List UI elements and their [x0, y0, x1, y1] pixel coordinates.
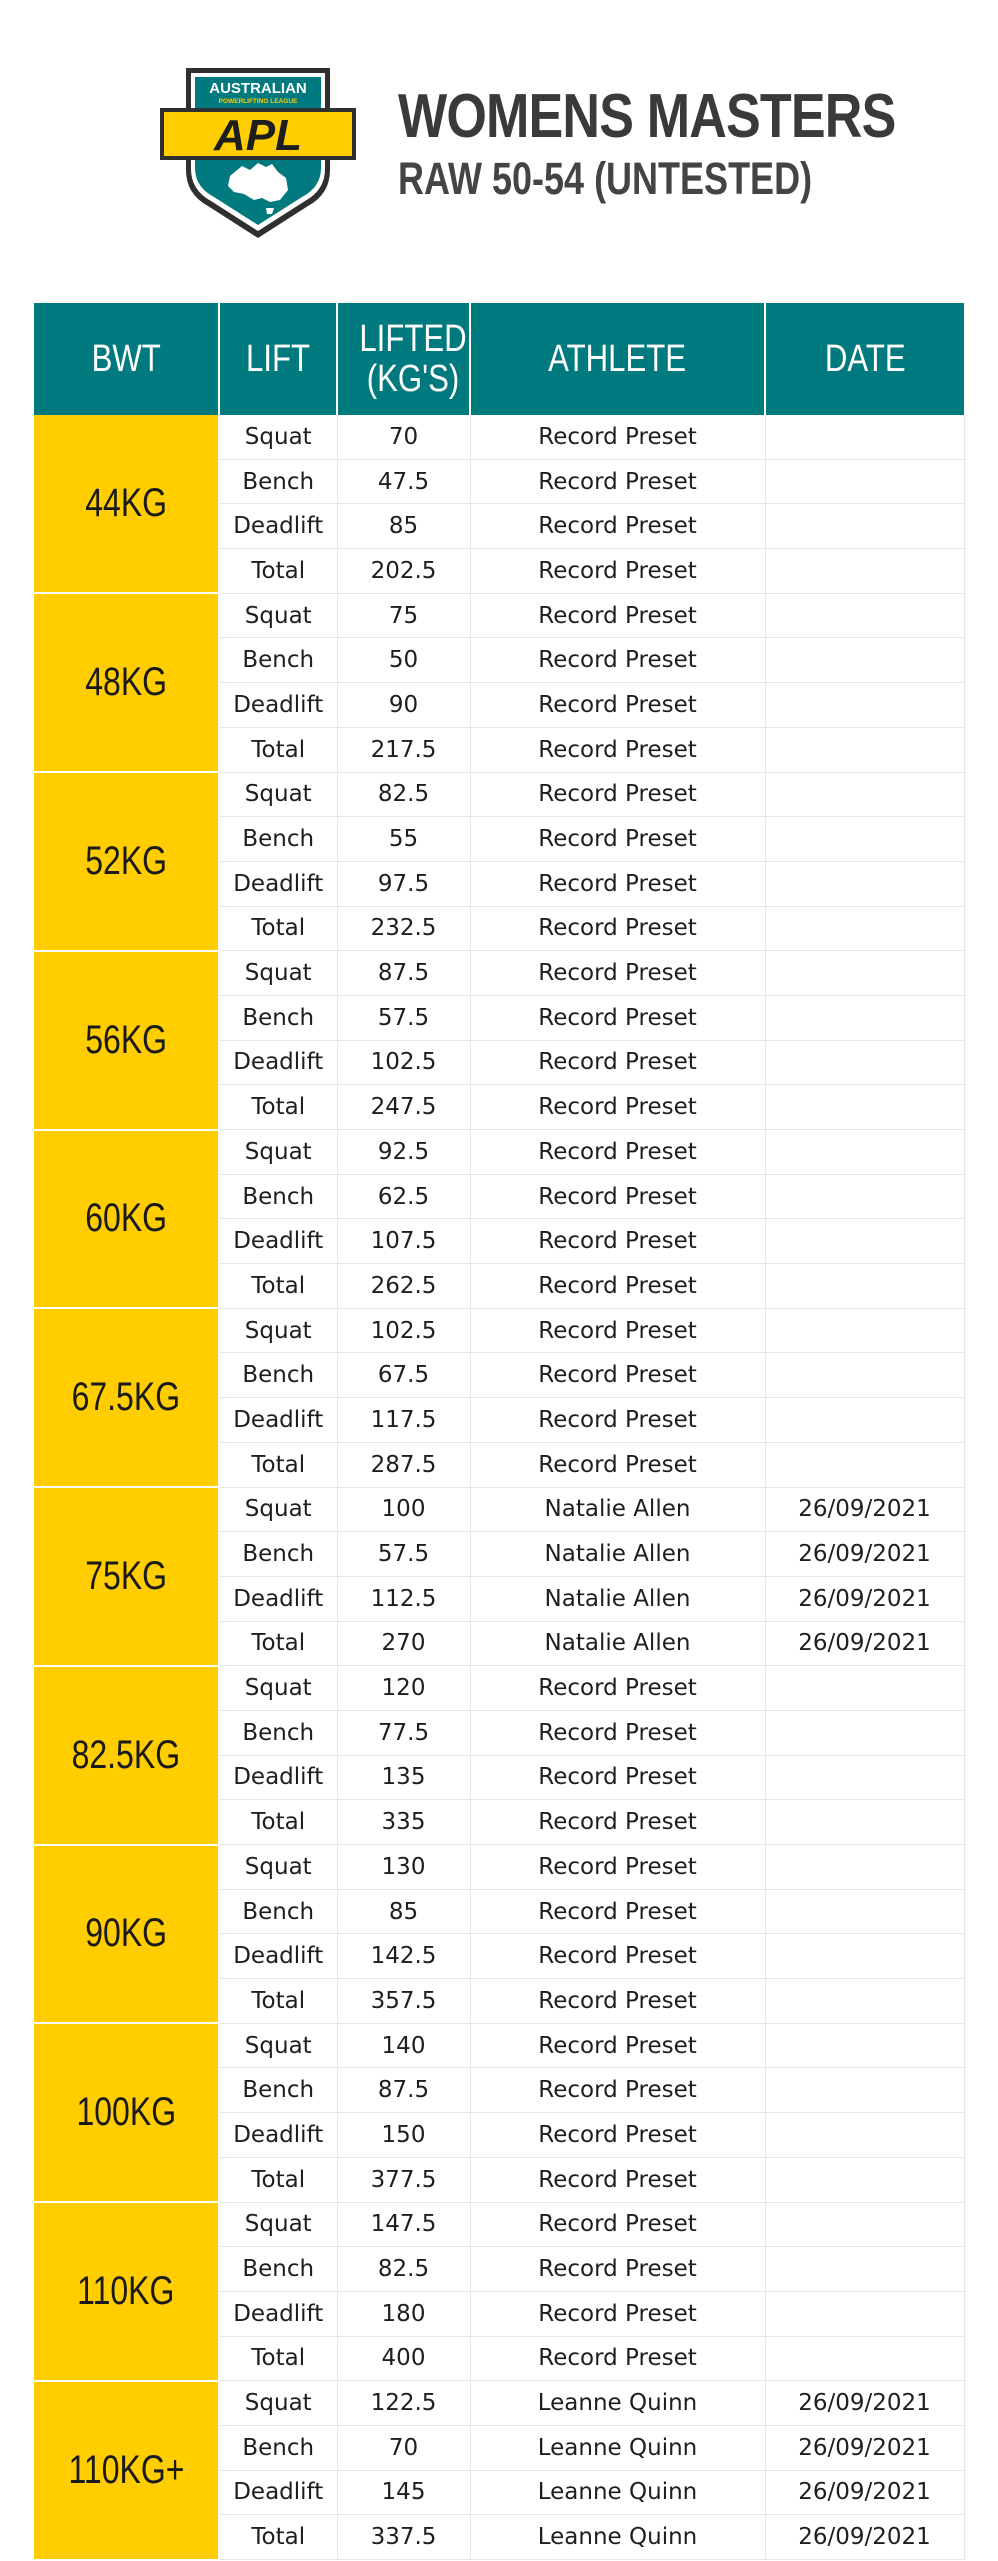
lifted-kg-cell: 337.5: [337, 2515, 470, 2560]
lift-cell: Total: [219, 2336, 337, 2381]
athlete-cell: Record Preset: [470, 861, 765, 906]
athlete-cell: Record Preset: [470, 2023, 765, 2068]
athlete-cell: Record Preset: [470, 1308, 765, 1353]
date-cell: [765, 1979, 964, 2024]
athlete-cell: Leanne Quinn: [470, 2381, 765, 2426]
weight-class-cell: 52KG: [34, 772, 219, 951]
lift-cell: Bench: [219, 2068, 337, 2113]
athlete-cell: Record Preset: [470, 1442, 765, 1487]
lift-cell: Squat: [219, 951, 337, 996]
records-body: [34, 415, 964, 2560]
lifted-kg-cell: 357.5: [337, 1979, 470, 2024]
lift-cell: Total: [219, 2157, 337, 2202]
date-cell: [765, 995, 964, 1040]
athlete-cell: Record Preset: [470, 1040, 765, 1085]
lifted-kg-cell: 270: [337, 1621, 470, 1666]
athlete-cell: Natalie Allen: [470, 1621, 765, 1666]
lift-cell: Bench: [219, 1710, 337, 1755]
lift-cell: Total: [219, 1621, 337, 1666]
lift-cell: Bench: [219, 638, 337, 683]
athlete-cell: Record Preset: [470, 1755, 765, 1800]
table-row: [34, 1487, 964, 1532]
lift-cell: Total: [219, 1800, 337, 1845]
athlete-cell: Record Preset: [470, 1264, 765, 1309]
logo-sub-text: POWERLIFTING LEAGUE: [218, 98, 298, 105]
athlete-cell: Record Preset: [470, 906, 765, 951]
table-row: [34, 2381, 964, 2426]
lift-cell: Squat: [219, 415, 337, 459]
date-cell: [765, 2157, 964, 2202]
lifted-kg-cell: 202.5: [337, 549, 470, 594]
lifted-kg-cell: 102.5: [337, 1308, 470, 1353]
date-cell: [765, 1934, 964, 1979]
athlete-cell: Record Preset: [470, 504, 765, 549]
date-cell: [765, 683, 964, 728]
date-cell: [765, 861, 964, 906]
lifted-kg-cell: 85: [337, 1889, 470, 1934]
date-cell: 26/09/2021: [765, 1532, 964, 1577]
athlete-cell: Record Preset: [470, 727, 765, 772]
lift-cell: Squat: [219, 2202, 337, 2247]
lift-cell: Deadlift: [219, 1219, 337, 1264]
records-table: [34, 303, 965, 2561]
page-subtitle: RAW 50-54 (UNTESTED): [398, 153, 813, 204]
column-header-bwt: BWT: [34, 303, 219, 415]
athlete-cell: Natalie Allen: [470, 1576, 765, 1621]
athlete-cell: Record Preset: [470, 772, 765, 817]
date-cell: [765, 1889, 964, 1934]
athlete-cell: Record Preset: [470, 1219, 765, 1264]
lifted-kg-cell: 377.5: [337, 2157, 470, 2202]
date-cell: [765, 1130, 964, 1175]
weight-class-cell: 67.5KG: [34, 1308, 219, 1487]
lifted-kg-cell: 57.5: [337, 995, 470, 1040]
athlete-cell: Record Preset: [470, 951, 765, 996]
lifted-kg-cell: 130: [337, 1845, 470, 1890]
date-cell: [765, 1800, 964, 1845]
athlete-cell: Record Preset: [470, 593, 765, 638]
date-cell: [765, 727, 964, 772]
weight-class-cell: 56KG: [34, 951, 219, 1130]
lift-cell: Total: [219, 1264, 337, 1309]
lift-cell: Total: [219, 1442, 337, 1487]
date-cell: [765, 2202, 964, 2247]
athlete-cell: Record Preset: [470, 817, 765, 862]
lifted-kg-cell: 145: [337, 2470, 470, 2515]
lift-cell: Deadlift: [219, 861, 337, 906]
date-cell: [765, 1710, 964, 1755]
weight-class-cell: 44KG: [34, 415, 219, 593]
column-header-athlete: ATHLETE: [470, 303, 765, 415]
date-cell: [765, 549, 964, 594]
date-cell: [765, 1264, 964, 1309]
lifted-kg-cell: 47.5: [337, 459, 470, 504]
athlete-cell: Record Preset: [470, 1353, 765, 1398]
lifted-kg-cell: 232.5: [337, 906, 470, 951]
lifted-kg-cell: 97.5: [337, 861, 470, 906]
lifted-kg-cell: 62.5: [337, 1174, 470, 1219]
date-cell: [765, 2113, 964, 2158]
weight-class-cell: 48KG: [34, 593, 219, 772]
lifted-kg-cell: 117.5: [337, 1398, 470, 1443]
lift-cell: Squat: [219, 593, 337, 638]
lift-cell: Total: [219, 1085, 337, 1130]
athlete-cell: Leanne Quinn: [470, 2470, 765, 2515]
weight-class-cell: 90KG: [34, 1845, 219, 2024]
athlete-cell: Record Preset: [470, 1934, 765, 1979]
lifted-kg-cell: 82.5: [337, 772, 470, 817]
athlete-cell: Record Preset: [470, 2202, 765, 2247]
table-row: [34, 951, 964, 996]
lift-cell: Squat: [219, 1130, 337, 1175]
lifted-kg-cell: 147.5: [337, 2202, 470, 2247]
table-row: [34, 1666, 964, 1711]
lift-cell: Bench: [219, 817, 337, 862]
date-cell: [765, 593, 964, 638]
title-block: [398, 82, 990, 206]
athlete-cell: Record Preset: [470, 1666, 765, 1711]
table-row: [34, 772, 964, 817]
lift-cell: Deadlift: [219, 683, 337, 728]
date-cell: [765, 1353, 964, 1398]
date-cell: [765, 1398, 964, 1443]
lifted-kg-cell: 77.5: [337, 1710, 470, 1755]
lift-cell: Deadlift: [219, 1040, 337, 1085]
weight-class-cell: 82.5KG: [34, 1666, 219, 1845]
lift-cell: Total: [219, 906, 337, 951]
date-cell: [765, 2068, 964, 2113]
lift-cell: Squat: [219, 772, 337, 817]
athlete-cell: Record Preset: [470, 1130, 765, 1175]
lift-cell: Squat: [219, 1487, 337, 1532]
lift-cell: Squat: [219, 2381, 337, 2426]
date-cell: [765, 2291, 964, 2336]
lift-cell: Total: [219, 2515, 337, 2560]
athlete-cell: Record Preset: [470, 1845, 765, 1890]
lift-cell: Deadlift: [219, 2113, 337, 2158]
lift-cell: Bench: [219, 2425, 337, 2470]
lifted-kg-cell: 135: [337, 1755, 470, 1800]
lifted-kg-cell: 82.5: [337, 2247, 470, 2292]
column-header-date: DATE: [765, 303, 964, 415]
athlete-cell: Record Preset: [470, 2113, 765, 2158]
weight-class-cell: 100KG: [34, 2023, 219, 2202]
athlete-cell: Record Preset: [470, 995, 765, 1040]
table-row: [34, 415, 964, 459]
lift-cell: Total: [219, 727, 337, 772]
table-row: [34, 1308, 964, 1353]
lifted-kg-cell: 140: [337, 2023, 470, 2068]
date-cell: [765, 2336, 964, 2381]
date-cell: [765, 1845, 964, 1890]
lifted-kg-cell: 102.5: [337, 1040, 470, 1085]
lifted-kg-cell: 55: [337, 817, 470, 862]
lift-cell: Total: [219, 1979, 337, 2024]
lift-cell: Deadlift: [219, 1755, 337, 1800]
lift-cell: Bench: [219, 1889, 337, 1934]
athlete-cell: Record Preset: [470, 1174, 765, 1219]
athlete-cell: Record Preset: [470, 1398, 765, 1443]
athlete-cell: Record Preset: [470, 2247, 765, 2292]
date-cell: [765, 504, 964, 549]
lifted-kg-cell: 57.5: [337, 1532, 470, 1577]
lifted-kg-cell: 85: [337, 504, 470, 549]
lifted-kg-cell: 87.5: [337, 951, 470, 996]
date-cell: [765, 906, 964, 951]
lift-cell: Squat: [219, 1845, 337, 1890]
lift-cell: Squat: [219, 2023, 337, 2068]
lift-cell: Squat: [219, 1308, 337, 1353]
logo-top-text: AUSTRALIAN: [209, 80, 307, 97]
lifted-kg-cell: 262.5: [337, 1264, 470, 1309]
lifted-kg-cell: 70: [337, 2425, 470, 2470]
athlete-cell: Natalie Allen: [470, 1487, 765, 1532]
date-cell: [765, 817, 964, 862]
date-cell: [765, 1308, 964, 1353]
date-cell: 26/09/2021: [765, 2425, 964, 2470]
date-cell: [765, 1174, 964, 1219]
column-header-lift: LIFT: [219, 303, 337, 415]
lift-cell: Bench: [219, 459, 337, 504]
date-cell: 26/09/2021: [765, 1621, 964, 1666]
date-cell: 26/09/2021: [765, 2515, 964, 2560]
lifted-kg-cell: 120: [337, 1666, 470, 1711]
lifted-kg-cell: 92.5: [337, 1130, 470, 1175]
table-row: [34, 1130, 964, 1175]
athlete-cell: Record Preset: [470, 1889, 765, 1934]
date-cell: [765, 1442, 964, 1487]
date-cell: [765, 1666, 964, 1711]
table-row: [34, 2202, 964, 2247]
lifted-kg-cell: 180: [337, 2291, 470, 2336]
lift-cell: Squat: [219, 1666, 337, 1711]
athlete-cell: Record Preset: [470, 2068, 765, 2113]
athlete-cell: Record Preset: [470, 415, 765, 459]
athlete-cell: Record Preset: [470, 459, 765, 504]
athlete-cell: Natalie Allen: [470, 1532, 765, 1577]
lift-cell: Total: [219, 549, 337, 594]
athlete-cell: Record Preset: [470, 1085, 765, 1130]
date-cell: [765, 2247, 964, 2292]
weight-class-cell: 110KG+: [34, 2381, 219, 2560]
athlete-cell: Record Preset: [470, 1800, 765, 1845]
lifted-kg-cell: 87.5: [337, 2068, 470, 2113]
lifted-kg-cell: 112.5: [337, 1576, 470, 1621]
weight-class-cell: 60KG: [34, 1130, 219, 1309]
lifted-kg-cell: 247.5: [337, 1085, 470, 1130]
lift-cell: Deadlift: [219, 1398, 337, 1443]
lifted-kg-cell: 67.5: [337, 1353, 470, 1398]
athlete-cell: Record Preset: [470, 2291, 765, 2336]
table-row: [34, 2023, 964, 2068]
athlete-cell: Record Preset: [470, 1710, 765, 1755]
date-cell: 26/09/2021: [765, 1576, 964, 1621]
lifted-kg-cell: 122.5: [337, 2381, 470, 2426]
lifted-kg-cell: 100: [337, 1487, 470, 1532]
athlete-cell: Record Preset: [470, 683, 765, 728]
athlete-cell: Leanne Quinn: [470, 2515, 765, 2560]
apl-logo: [158, 66, 358, 242]
athlete-cell: Record Preset: [470, 549, 765, 594]
lift-cell: Bench: [219, 1532, 337, 1577]
date-cell: 26/09/2021: [765, 2381, 964, 2426]
date-cell: [765, 1219, 964, 1264]
table-row: [34, 1845, 964, 1890]
lift-cell: Bench: [219, 2247, 337, 2292]
lift-cell: Bench: [219, 995, 337, 1040]
lifted-kg-cell: 50: [337, 638, 470, 683]
weight-class-cell: 75KG: [34, 1487, 219, 1666]
lifted-kg-cell: 400: [337, 2336, 470, 2381]
lifted-kg-cell: 90: [337, 683, 470, 728]
lift-cell: Bench: [219, 1353, 337, 1398]
date-cell: [765, 951, 964, 996]
lift-cell: Bench: [219, 1174, 337, 1219]
date-cell: [765, 459, 964, 504]
date-cell: 26/09/2021: [765, 1487, 964, 1532]
date-cell: [765, 1085, 964, 1130]
lifted-kg-cell: 70: [337, 415, 470, 459]
date-cell: [765, 772, 964, 817]
lifted-kg-cell: 335: [337, 1800, 470, 1845]
lifted-kg-cell: 217.5: [337, 727, 470, 772]
athlete-cell: Record Preset: [470, 2157, 765, 2202]
page-header: [0, 0, 998, 300]
logo-letters: APL: [214, 111, 302, 160]
lifted-kg-cell: 75: [337, 593, 470, 638]
athlete-cell: Record Preset: [470, 1979, 765, 2024]
lift-cell: Deadlift: [219, 504, 337, 549]
date-cell: [765, 2023, 964, 2068]
weight-class-cell: 110KG: [34, 2202, 219, 2381]
date-cell: [765, 638, 964, 683]
athlete-cell: Leanne Quinn: [470, 2425, 765, 2470]
date-cell: [765, 415, 964, 459]
lifted-kg-cell: 150: [337, 2113, 470, 2158]
page-title: WOMENS MASTERS: [398, 82, 896, 151]
athlete-cell: Record Preset: [470, 638, 765, 683]
lifted-kg-cell: 107.5: [337, 1219, 470, 1264]
lift-cell: Deadlift: [219, 1934, 337, 1979]
lift-cell: Deadlift: [219, 1576, 337, 1621]
column-header-lifted: LIFTED (KG'S): [337, 303, 470, 415]
date-cell: 26/09/2021: [765, 2470, 964, 2515]
athlete-cell: Record Preset: [470, 2336, 765, 2381]
lifted-kg-cell: 287.5: [337, 1442, 470, 1487]
lift-cell: Deadlift: [219, 2291, 337, 2336]
lift-cell: Deadlift: [219, 2470, 337, 2515]
lifted-kg-cell: 142.5: [337, 1934, 470, 1979]
table-row: [34, 593, 964, 638]
date-cell: [765, 1040, 964, 1085]
table-header-row: [34, 303, 964, 415]
date-cell: [765, 1755, 964, 1800]
